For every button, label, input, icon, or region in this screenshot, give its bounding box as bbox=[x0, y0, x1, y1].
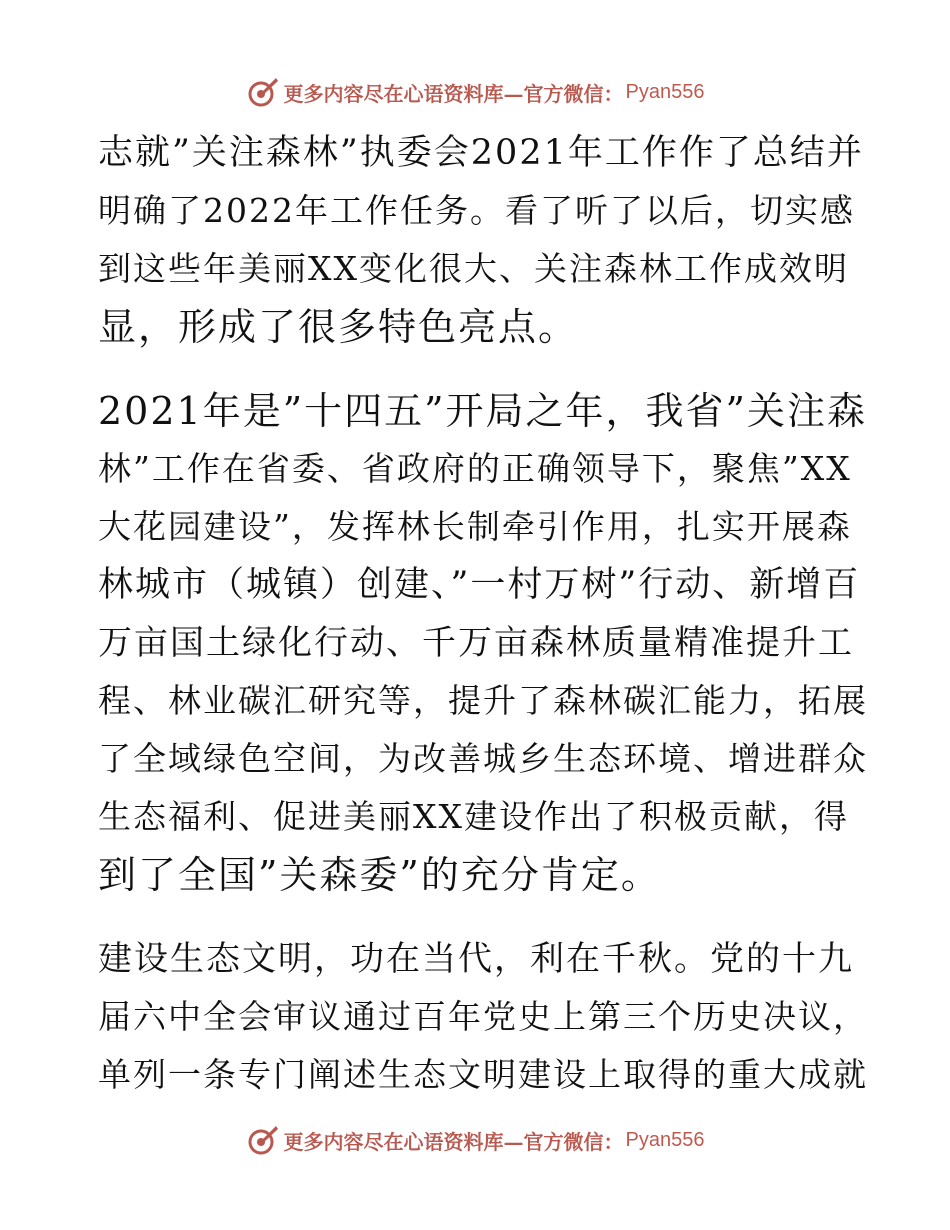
text-line: 了全域绿色空间，为改善城乡生态环境、增进群众 bbox=[98, 739, 868, 778]
text-line: 单列一条专门阐述生态文明建设上取得的重大成就 bbox=[98, 1055, 868, 1094]
quill-logo-icon bbox=[246, 1123, 280, 1157]
text-line: 万亩国土绿化行动、千万亩森林质量精准提升工 bbox=[98, 623, 854, 663]
paragraph-3 bbox=[98, 930, 868, 1104]
text-line: 林城市（城镇）创建、”一村万树”行动、新增百 bbox=[98, 565, 861, 605]
text-line: 林”工作在省委、省政府的正确领导下，聚焦”XX bbox=[98, 449, 852, 488]
text-line: 到了全国”关森委”的充分肯定。 bbox=[98, 853, 661, 897]
watermark-text: 更多内容尽在心语资料库—官方微信： bbox=[283, 81, 624, 106]
text-line: 程、林业碳汇研究等，提升了森林碳汇能力，拓展 bbox=[98, 681, 868, 720]
text-line: 到这些年美丽XX变化很大、关注森林工作成效明 bbox=[98, 249, 849, 288]
header-watermark bbox=[0, 72, 950, 112]
text-line: 2021年是”十四五”开局之年，我省”关注森 bbox=[98, 389, 867, 433]
paragraph-spacer bbox=[98, 904, 858, 930]
footer-watermark bbox=[0, 1120, 950, 1160]
text-line: 届六中全会审议通过百年党史上第三个历史决议， bbox=[98, 997, 868, 1036]
text-line: 志就”关注森林”执委会2021年工作作了总结并 bbox=[98, 133, 864, 173]
text-line: 建设生态文明，功在当代，利在千秋。党的十九 bbox=[98, 939, 854, 979]
paragraph-spacer bbox=[98, 356, 858, 382]
text-line: 显，形成了很多特色亮点。 bbox=[98, 305, 579, 349]
watermark-handle: Pyan556 bbox=[625, 80, 705, 103]
watermark-handle: Pyan556 bbox=[625, 1128, 705, 1151]
text-line: 大花园建设”，发挥林长制牵引作用，扎实开展森 bbox=[98, 507, 852, 546]
quill-logo-icon bbox=[246, 75, 280, 109]
paragraph-1 bbox=[98, 124, 864, 356]
paragraph-2 bbox=[98, 382, 868, 904]
text-line: 生态福利、促进美丽XX建设作出了积极贡献，得 bbox=[98, 797, 849, 836]
text-line: 明确了2022年工作任务。看了听了以后，切实感 bbox=[98, 191, 855, 230]
document-body bbox=[98, 124, 868, 1104]
watermark-text: 更多内容尽在心语资料库—官方微信： bbox=[283, 1129, 624, 1154]
